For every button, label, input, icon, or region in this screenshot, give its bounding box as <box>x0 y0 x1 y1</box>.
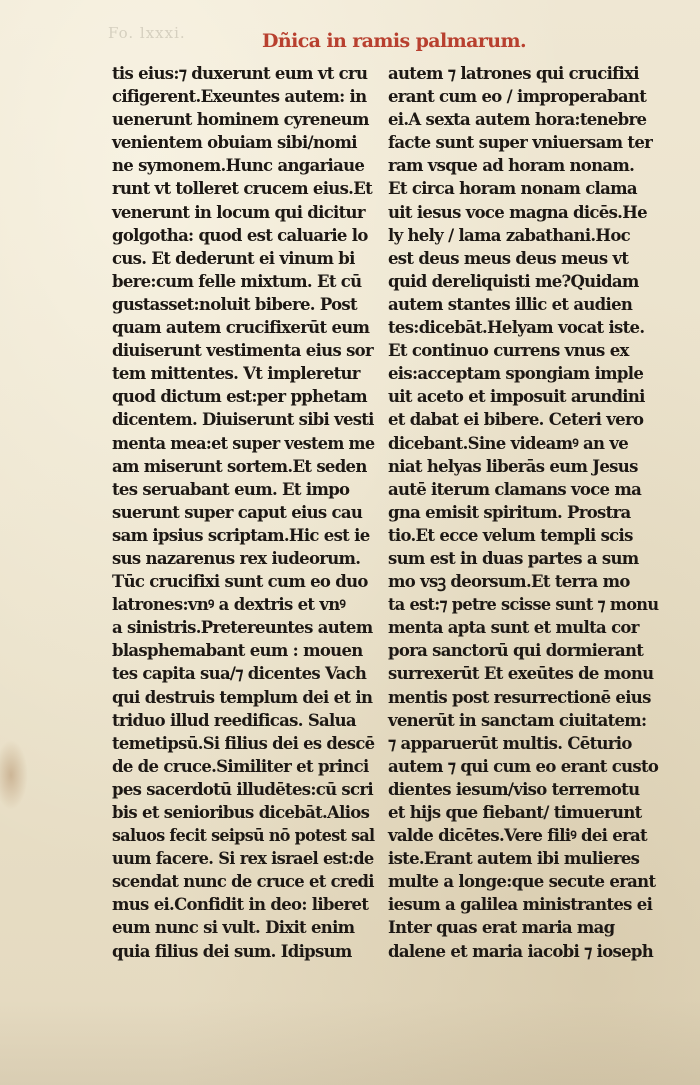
text-line: autem ⁊ qui cum eo erant custo <box>388 756 659 776</box>
left-text-column <box>112 62 374 963</box>
text-line: uit iesus voce magna dicēs.He <box>388 202 647 222</box>
text-line: scendat nunc de cruce et credi <box>112 872 374 892</box>
text-line: surrexerūt Et exeūtes de monu <box>388 664 654 684</box>
text-line: pes sacerdotū illudētes:cū scri <box>112 779 373 799</box>
text-line: menta mea:et super vestem me <box>112 433 375 453</box>
text-line: tes capita sua/⁊ dicentes Vach <box>112 664 367 684</box>
text-line: mo vsꝫ deorsum.Et terra mo <box>388 572 630 592</box>
text-line: autem stantes illic et audien <box>388 294 633 314</box>
text-line: quam autem crucifixerūt eum <box>112 318 370 338</box>
text-line: sus nazarenus rex iudeorum. <box>112 548 361 568</box>
text-line: tis eius:⁊ duxerunt eum vt cru <box>112 64 368 83</box>
text-line: tes seruabant eum. Et impo <box>112 479 350 499</box>
text-line: diuiserunt vestimenta eius sor <box>112 341 373 361</box>
text-line: sam ipsius scriptam.Hic est ie <box>112 525 370 545</box>
text-line: autē iterum clamans voce ma <box>388 479 642 499</box>
text-line: qui destruis templum dei et in <box>112 687 373 707</box>
text-line: dientes iesum/viso terremotu <box>388 779 640 799</box>
text-line: est deus meus deus meus vt <box>388 248 629 268</box>
text-line: ly hely / lama zabathani.Hoc <box>388 225 630 245</box>
text-line: ta est:⁊ petre scisse sunt ⁊ monu <box>388 595 659 615</box>
page-bottom-shade <box>0 1000 700 1085</box>
text-line: gustasset:noluit bibere. Post <box>112 294 357 314</box>
text-line: eis:acceptam spongiam imple <box>388 364 644 384</box>
page-heading: Dñica in ramis palmarum. <box>262 30 526 52</box>
text-line: suerunt super caput eius cau <box>112 502 363 522</box>
text-line: multe a longe:que secute erant <box>388 872 656 892</box>
text-line: quia filius dei sum. Idipsum <box>112 941 352 961</box>
text-line: facte sunt super vniuersam ter <box>388 133 653 153</box>
text-line: ei.A sexta autem hora:tenebre <box>388 110 647 130</box>
show-through-folio: Fo. lxxxi. <box>108 24 186 42</box>
text-line: cus. Et dederunt ei vinum bi <box>112 248 355 268</box>
text-line: saluos fecit seipsū nō potest sal <box>112 826 375 846</box>
text-line: mus ei.Confidit in deo: liberet <box>112 895 369 915</box>
text-line: tes:dicebāt.Helyam vocat iste. <box>388 318 645 338</box>
text-line: quod dictum est:per pphetam <box>112 387 367 407</box>
text-line: uit aceto et imposuit arundini <box>388 387 645 407</box>
text-line: venerunt in locum qui dicitur <box>112 202 365 222</box>
text-line: bere:cum felle mixtum. Et cū <box>112 271 362 291</box>
text-line: tio.Et ecce velum templi scis <box>388 525 633 545</box>
text-line: quid dereliquisti me?Quidam <box>388 271 639 291</box>
text-line: sum est in duas partes a sum <box>388 548 639 568</box>
text-line: mentis post resurrectionē eius <box>388 687 651 707</box>
text-line: Inter quas erat maria mag <box>388 918 615 938</box>
text-line: gna emisit spiritum. Prostra <box>388 502 631 522</box>
text-line: dicebant.Sine videamꝰ an ve <box>388 433 629 453</box>
text-line: runt vt tolleret crucem eius.Et <box>112 179 373 199</box>
text-line: venientem obuiam sibi/nomi <box>112 133 357 153</box>
text-line: de de cruce.Similiter et princi <box>112 756 369 776</box>
text-line: dalene et maria iacobi ⁊ ioseph <box>388 941 654 961</box>
text-line: venerūt in sanctam ciuitatem: <box>388 710 647 730</box>
text-line: pora sanctorū qui dormierant <box>388 641 644 661</box>
text-line: autem ⁊ latrones qui crucifixi <box>388 64 639 83</box>
text-line: golgotha: quod est caluarie lo <box>112 225 368 245</box>
text-line: dicentem. Diuiserunt sibi vesti <box>112 410 374 430</box>
text-line: latrones:vnꝰ a dextris et vnꝰ <box>112 595 346 615</box>
text-line: uenerunt hominem cyreneum <box>112 110 369 130</box>
text-line: ne symonem.Hunc angariaue <box>112 156 365 176</box>
text-line: valde dicētes.Vere filiꝰ dei erat <box>388 826 647 846</box>
text-line: eum nunc si vult. Dixit enim <box>112 918 355 938</box>
text-line: ⁊ apparuerūt multis. Cēturio <box>388 733 632 753</box>
text-line: cifigerent.Exeuntes autem: in <box>112 87 367 107</box>
text-line: uum facere. Si rex israel est:de <box>112 849 374 869</box>
text-line: tem mittentes. Vt impleretur <box>112 364 360 384</box>
text-line: et hijs que fiebant/ timuerunt <box>388 803 642 822</box>
text-line: triduo illud reedificas. Salua <box>112 710 356 730</box>
text-line: et dabat ei bibere. Ceteri vero <box>388 410 644 430</box>
text-line: blasphemabant eum : mouen <box>112 641 363 661</box>
text-line: iesum a galilea ministrantes ei <box>388 895 653 915</box>
text-line: ram vsque ad horam nonam. <box>388 156 635 176</box>
paper-stain <box>0 740 28 810</box>
text-line: temetipsū.Si filius dei es descē <box>112 733 375 753</box>
text-line: niat helyas liberās eum Jesus <box>388 456 638 476</box>
text-line: bis et senioribus dicebāt.Alios <box>112 803 370 822</box>
text-line: erant cum eo / improperabant <box>388 87 647 107</box>
text-line: a sinistris.Pretereuntes autem <box>112 618 373 638</box>
right-text-column <box>388 62 658 963</box>
text-line: menta apta sunt et multa cor <box>388 618 639 638</box>
text-line: Et circa horam nonam clama <box>388 179 637 199</box>
text-line: iste.Erant autem ibi mulieres <box>388 849 640 869</box>
text-line: Tūc crucifixi sunt cum eo duo <box>112 572 368 592</box>
text-line: Et continuo currens vnus ex <box>388 341 629 361</box>
text-line: am miserunt sortem.Et seden <box>112 456 367 476</box>
